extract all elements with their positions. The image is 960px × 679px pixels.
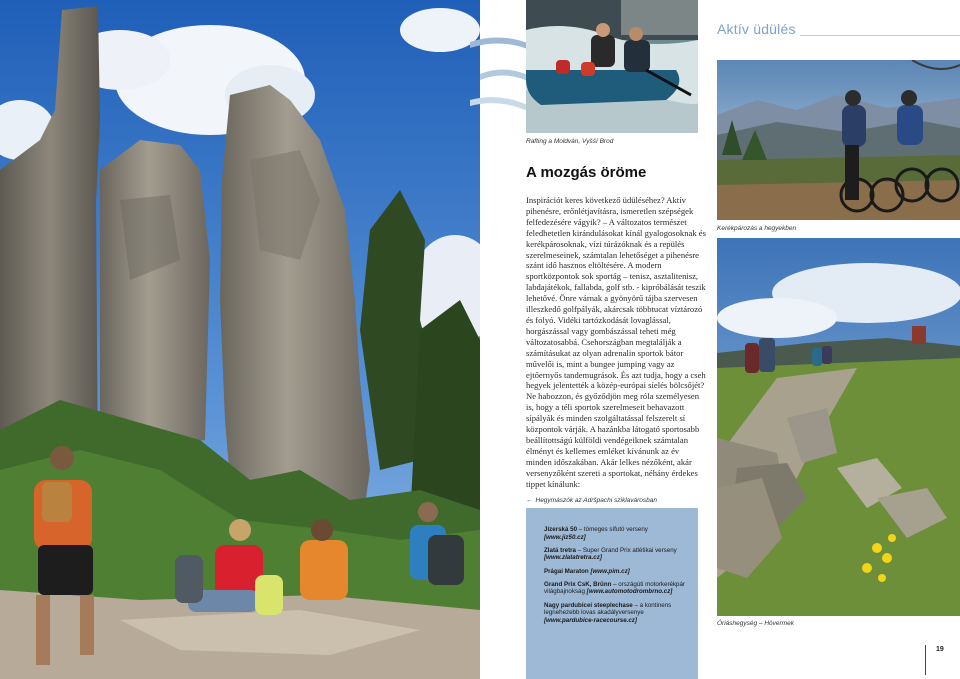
rafting-caption: Rafting a Moldván, Vyšší Brod (526, 138, 614, 145)
event-name: Jizerská 50 (544, 526, 578, 533)
event-description: – Super Grand Prix atlétikai verseny (575, 546, 677, 554)
event-description: – tömeges sífutó verseny (577, 526, 648, 533)
section-divider (800, 35, 960, 36)
page-number-divider (925, 645, 926, 675)
section-title: Aktív üdülés (717, 21, 796, 37)
cycling-caption: Kerékpározás a hegyekben (717, 225, 797, 232)
arrow-left-icon: ← (526, 497, 533, 504)
event-item (544, 547, 688, 562)
event-link[interactable]: [www.pim.cz] (590, 567, 630, 575)
event-description: – országúti motorkerékpár világbajnokság (544, 580, 685, 596)
event-name: Zlatá tretra (544, 546, 576, 554)
event-name: Nagy pardubicei steeplechase (544, 601, 633, 609)
event-name: Prágai Maraton (544, 567, 589, 575)
event-description: – a kontinens legnehezebb lovas akadályversenye (544, 601, 672, 617)
hiking-photo (717, 238, 960, 616)
decorative-swoosh (470, 30, 530, 120)
event-item (544, 568, 688, 576)
rafting-photo (526, 0, 698, 133)
rocks-caption-text: Hegymászók az Adršpachi sziklavárosban (535, 497, 658, 504)
event-link[interactable]: [www.zlatatretra.cz] (544, 554, 602, 562)
event-item (544, 602, 688, 625)
article-body: Inspirációt keres következő üdüléséhez? Aktív pihenésre, erőnlétjavításra, ismeretlen szépségek felfedezésére vágyik? – A változatos természet feledhetetlen kirándulásokat kínál gyalogosoknak és kerékpárosoknak, vízi túrázóknak és a repülés szerelmeseinek, számtalan lehetőséget a pihenésre szánt idő hasznos eltöltésére. A modern sportközpontok sok sportág – tenisz, asztalitenisz, labdajátékok, fallabda, golf stb. - kipróbálását teszik lehetővé. Önre várnak a gyönyörű tájba szervesen illeszkedő golfpályák, akárcsak többtucat víztározó és folyó. Vidéki tartózkodását lovaglással, horgászással vagy gombászással teheti még változatosabbá. Csehországban megtalálják a számításukat az olyan adrenalin sportok bátor művelői is, mint a bungee jumping vagy az ejtőernyős tandemugrások. És azt tudja, hogy a cseh hegyek jelentették a közép-európai síelés bölcsőjét? Ne habozzon, és győződjön meg róla személyesen is, hogy a téli sportok szerelmeseit behavazott sípályák és minden szolgáltatással felszerelt sí központok várják. A hazánkba látogató sportosabb beállítottságú külföldi vendégeiknek számtalan élményt és kellemes emléket kívánunk az év minden időszakában. Akár lelkes nézőként, akár versenyzőként szereti a sportokat, néhány érdekes tippet kínálunk: (526, 195, 706, 489)
event-name: Grand Prix CsK, Brünn (544, 580, 612, 588)
event-item (544, 526, 688, 541)
hiking-caption: Óriáshegység – Hóvermek (717, 620, 794, 627)
event-link[interactable]: [www.jiz50.cz] (544, 533, 586, 541)
page-number: 19 (936, 646, 944, 653)
rocks-caption (526, 497, 657, 504)
event-item (544, 581, 688, 596)
cycling-photo (717, 60, 960, 220)
events-box (526, 508, 698, 679)
event-link[interactable]: [www.automotodrombrno.cz] (586, 588, 673, 596)
event-link[interactable]: [www.pardubice-racecourse.cz] (544, 616, 637, 624)
article-title: A mozgás öröme (526, 164, 647, 181)
